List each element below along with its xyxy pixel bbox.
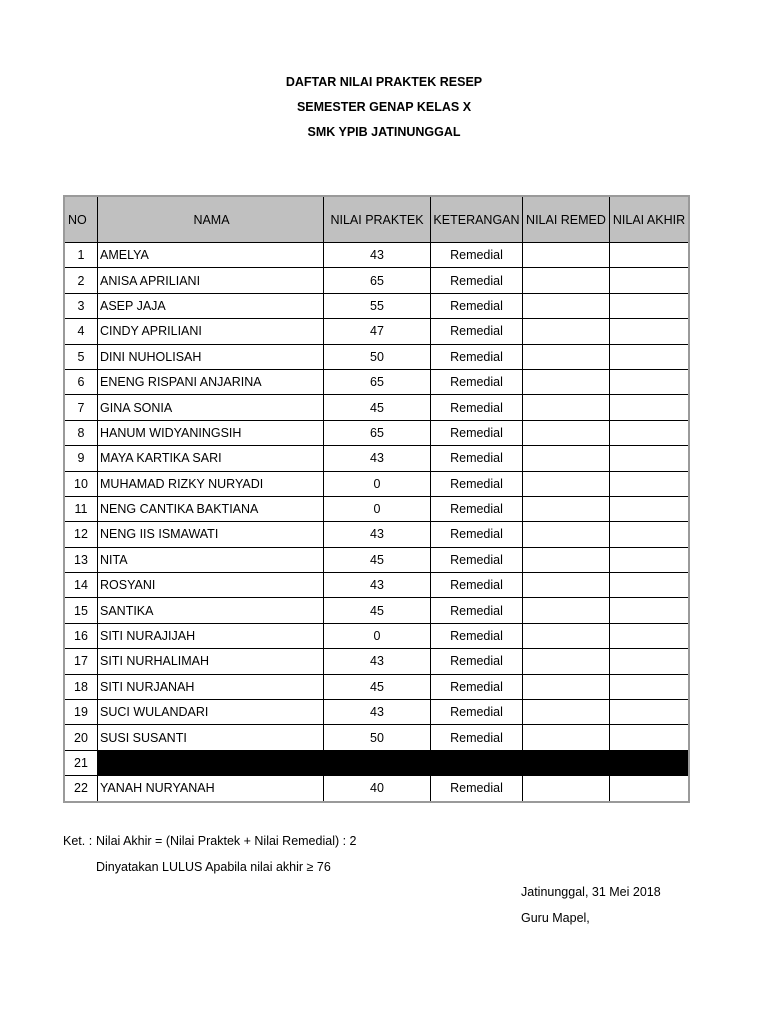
cell-no: 10 — [64, 471, 98, 496]
cell-no: 8 — [64, 420, 98, 445]
cell-nama: ROSYANI — [98, 573, 324, 598]
table-row — [64, 700, 689, 725]
cell-nilai-praktek: 55 — [324, 293, 431, 318]
cell-no: 11 — [64, 496, 98, 521]
document-title: DAFTAR NILAI PRAKTEK RESEP — [285, 75, 483, 89]
cell-keterangan: Remedial — [431, 522, 523, 547]
table-row — [64, 268, 689, 293]
cell-keterangan: Remedial — [431, 674, 523, 699]
cell-keterangan: Remedial — [431, 268, 523, 293]
table-row — [64, 395, 689, 420]
cell-nilai-akhir — [610, 471, 690, 496]
cell-nilai-praktek: 50 — [324, 725, 431, 750]
cell-no: 15 — [64, 598, 98, 623]
notes-pass-rule: Dinyatakan LULUS Apabila nilai akhir ≥ 76 — [96, 860, 331, 874]
cell-nama: SUCI WULANDARI — [98, 700, 324, 725]
cell-nilai-praktek: 43 — [324, 649, 431, 674]
signature-role: Guru Mapel, — [521, 911, 590, 925]
cell-nama: SANTIKA — [98, 598, 324, 623]
cell-nilai-praktek: 65 — [324, 268, 431, 293]
cell-no: 9 — [64, 446, 98, 471]
table-header-row — [64, 196, 689, 243]
cell-no: 3 — [64, 293, 98, 318]
cell-keterangan: Remedial — [431, 598, 523, 623]
cell-nama: CINDY APRILIANI — [98, 319, 324, 344]
cell-nilai-akhir — [610, 623, 690, 648]
cell-keterangan: Remedial — [431, 319, 523, 344]
header-no: NO — [64, 196, 98, 243]
cell-nilai-praktek: 47 — [324, 319, 431, 344]
cell-nilai-praktek: 45 — [324, 674, 431, 699]
cell-no: 21 — [64, 750, 98, 775]
cell-nilai-remed — [523, 674, 610, 699]
cell-nilai-praktek: 65 — [324, 420, 431, 445]
cell-no: 16 — [64, 623, 98, 648]
cell-nama: NENG CANTIKA BAKTIANA — [98, 496, 324, 521]
cell-nilai-remed — [523, 649, 610, 674]
cell-nilai-remed — [523, 293, 610, 318]
cell-nilai-praktek: 0 — [324, 623, 431, 648]
cell-nilai-akhir — [610, 776, 690, 802]
notes-label: Ket. : — [63, 834, 93, 848]
cell-keterangan: Remedial — [431, 547, 523, 572]
notes-formula: Nilai Akhir = (Nilai Praktek + Nilai Remedial) : 2 — [96, 834, 357, 848]
table-row — [64, 674, 689, 699]
header-nilai-praktek: NILAI PRAKTEK — [324, 196, 431, 243]
cell-nilai-praktek: 43 — [324, 243, 431, 268]
cell-nilai-praktek: 0 — [324, 471, 431, 496]
cell-nilai-praktek: 43 — [324, 573, 431, 598]
table-body — [64, 243, 689, 802]
header-nama: NAMA — [98, 196, 324, 243]
cell-nilai-remed — [523, 268, 610, 293]
cell-nilai-remed — [523, 446, 610, 471]
grades-table — [63, 195, 690, 803]
cell-nilai-praktek: 43 — [324, 700, 431, 725]
cell-nilai-praktek: 43 — [324, 446, 431, 471]
cell-nilai-praktek: 45 — [324, 547, 431, 572]
cell-nilai-remed — [523, 420, 610, 445]
cell-nilai-praktek: 45 — [324, 395, 431, 420]
cell-nilai-akhir — [610, 369, 690, 394]
cell-nilai-praktek: 40 — [324, 776, 431, 802]
cell-nilai-remed — [523, 547, 610, 572]
cell-no: 20 — [64, 725, 98, 750]
cell-no: 5 — [64, 344, 98, 369]
cell-nilai-remed — [523, 344, 610, 369]
table-row — [64, 547, 689, 572]
cell-nama: GINA SONIA — [98, 395, 324, 420]
table-row — [64, 725, 689, 750]
cell-nama: HANUM WIDYANINGSIH — [98, 420, 324, 445]
redaction-bar — [98, 750, 690, 775]
cell-keterangan: Remedial — [431, 471, 523, 496]
cell-keterangan: Remedial — [431, 293, 523, 318]
table-row — [64, 776, 689, 802]
cell-nilai-remed — [523, 725, 610, 750]
cell-nilai-akhir — [610, 420, 690, 445]
table-row — [64, 369, 689, 394]
cell-nama: ASEP JAJA — [98, 293, 324, 318]
cell-keterangan: Remedial — [431, 496, 523, 521]
cell-nama: NITA — [98, 547, 324, 572]
header-nilai-akhir: NILAI AKHIR — [610, 196, 690, 243]
cell-nilai-remed — [523, 395, 610, 420]
cell-nama: MUHAMAD RIZKY NURYADI — [98, 471, 324, 496]
table-row — [64, 623, 689, 648]
cell-nama: MAYA KARTIKA SARI — [98, 446, 324, 471]
cell-no: 7 — [64, 395, 98, 420]
cell-nilai-akhir — [610, 547, 690, 572]
cell-nama: AMELYA — [98, 243, 324, 268]
table-row — [64, 522, 689, 547]
table-row — [64, 750, 689, 775]
cell-nilai-akhir — [610, 725, 690, 750]
cell-nama: ANISA APRILIANI — [98, 268, 324, 293]
cell-nilai-akhir — [610, 700, 690, 725]
cell-no: 17 — [64, 649, 98, 674]
cell-nama: SITI NURHALIMAH — [98, 649, 324, 674]
cell-nilai-praktek: 45 — [324, 598, 431, 623]
table-row — [64, 446, 689, 471]
table-row — [64, 573, 689, 598]
document-subtitle-semester: SEMESTER GENAP KELAS X — [296, 100, 472, 114]
table-row — [64, 420, 689, 445]
cell-nilai-akhir — [610, 243, 690, 268]
cell-nilai-akhir — [610, 598, 690, 623]
cell-nama: YANAH NURYANAH — [98, 776, 324, 802]
cell-nilai-remed — [523, 776, 610, 802]
table-row — [64, 293, 689, 318]
cell-nilai-akhir — [610, 395, 690, 420]
cell-nilai-akhir — [610, 446, 690, 471]
cell-no: 4 — [64, 319, 98, 344]
cell-no: 12 — [64, 522, 98, 547]
table-row — [64, 496, 689, 521]
cell-keterangan: Remedial — [431, 446, 523, 471]
cell-no: 18 — [64, 674, 98, 699]
cell-nama: DINI NUHOLISAH — [98, 344, 324, 369]
cell-nilai-akhir — [610, 319, 690, 344]
table-row — [64, 598, 689, 623]
cell-nilai-akhir — [610, 344, 690, 369]
cell-nilai-praktek: 50 — [324, 344, 431, 369]
document-subtitle-school: SMK YPIB JATINUNGGAL — [307, 125, 461, 139]
cell-nama: SUSI SUSANTI — [98, 725, 324, 750]
cell-nama: ENENG RISPANI ANJARINA — [98, 369, 324, 394]
table-row — [64, 319, 689, 344]
cell-no: 1 — [64, 243, 98, 268]
cell-nilai-remed — [523, 496, 610, 521]
cell-nilai-akhir — [610, 496, 690, 521]
cell-nilai-remed — [523, 598, 610, 623]
cell-nilai-akhir — [610, 674, 690, 699]
table-row — [64, 344, 689, 369]
cell-nilai-praktek: 43 — [324, 522, 431, 547]
cell-keterangan: Remedial — [431, 369, 523, 394]
cell-keterangan: Remedial — [431, 700, 523, 725]
cell-keterangan: Remedial — [431, 649, 523, 674]
cell-nama: NENG IIS ISMAWATI — [98, 522, 324, 547]
cell-keterangan: Remedial — [431, 776, 523, 802]
cell-no: 22 — [64, 776, 98, 802]
cell-nilai-remed — [523, 243, 610, 268]
cell-nilai-remed — [523, 369, 610, 394]
table-row — [64, 243, 689, 268]
cell-nilai-akhir — [610, 268, 690, 293]
table-row — [64, 649, 689, 674]
cell-nama: SITI NURJANAH — [98, 674, 324, 699]
cell-keterangan: Remedial — [431, 725, 523, 750]
header-keterangan: KETERANGAN — [431, 196, 523, 243]
cell-nilai-akhir — [610, 573, 690, 598]
cell-nilai-akhir — [610, 293, 690, 318]
cell-nilai-remed — [523, 573, 610, 598]
cell-nilai-praktek: 0 — [324, 496, 431, 521]
cell-nilai-akhir — [610, 522, 690, 547]
cell-nilai-remed — [523, 623, 610, 648]
cell-keterangan: Remedial — [431, 344, 523, 369]
cell-no: 14 — [64, 573, 98, 598]
cell-nilai-remed — [523, 319, 610, 344]
cell-keterangan: Remedial — [431, 573, 523, 598]
cell-keterangan: Remedial — [431, 420, 523, 445]
header-nilai-remed: NILAI REMED — [523, 196, 610, 243]
cell-nilai-remed — [523, 700, 610, 725]
cell-nama: SITI NURAJIJAH — [98, 623, 324, 648]
cell-nilai-praktek: 65 — [324, 369, 431, 394]
cell-keterangan: Remedial — [431, 395, 523, 420]
cell-no: 2 — [64, 268, 98, 293]
cell-no: 6 — [64, 369, 98, 394]
cell-nilai-akhir — [610, 649, 690, 674]
cell-keterangan: Remedial — [431, 623, 523, 648]
table-row — [64, 471, 689, 496]
cell-nilai-remed — [523, 471, 610, 496]
cell-no: 19 — [64, 700, 98, 725]
cell-keterangan: Remedial — [431, 243, 523, 268]
cell-nilai-remed — [523, 522, 610, 547]
signature-place-date: Jatinunggal, 31 Mei 2018 — [521, 885, 661, 899]
cell-no: 13 — [64, 547, 98, 572]
